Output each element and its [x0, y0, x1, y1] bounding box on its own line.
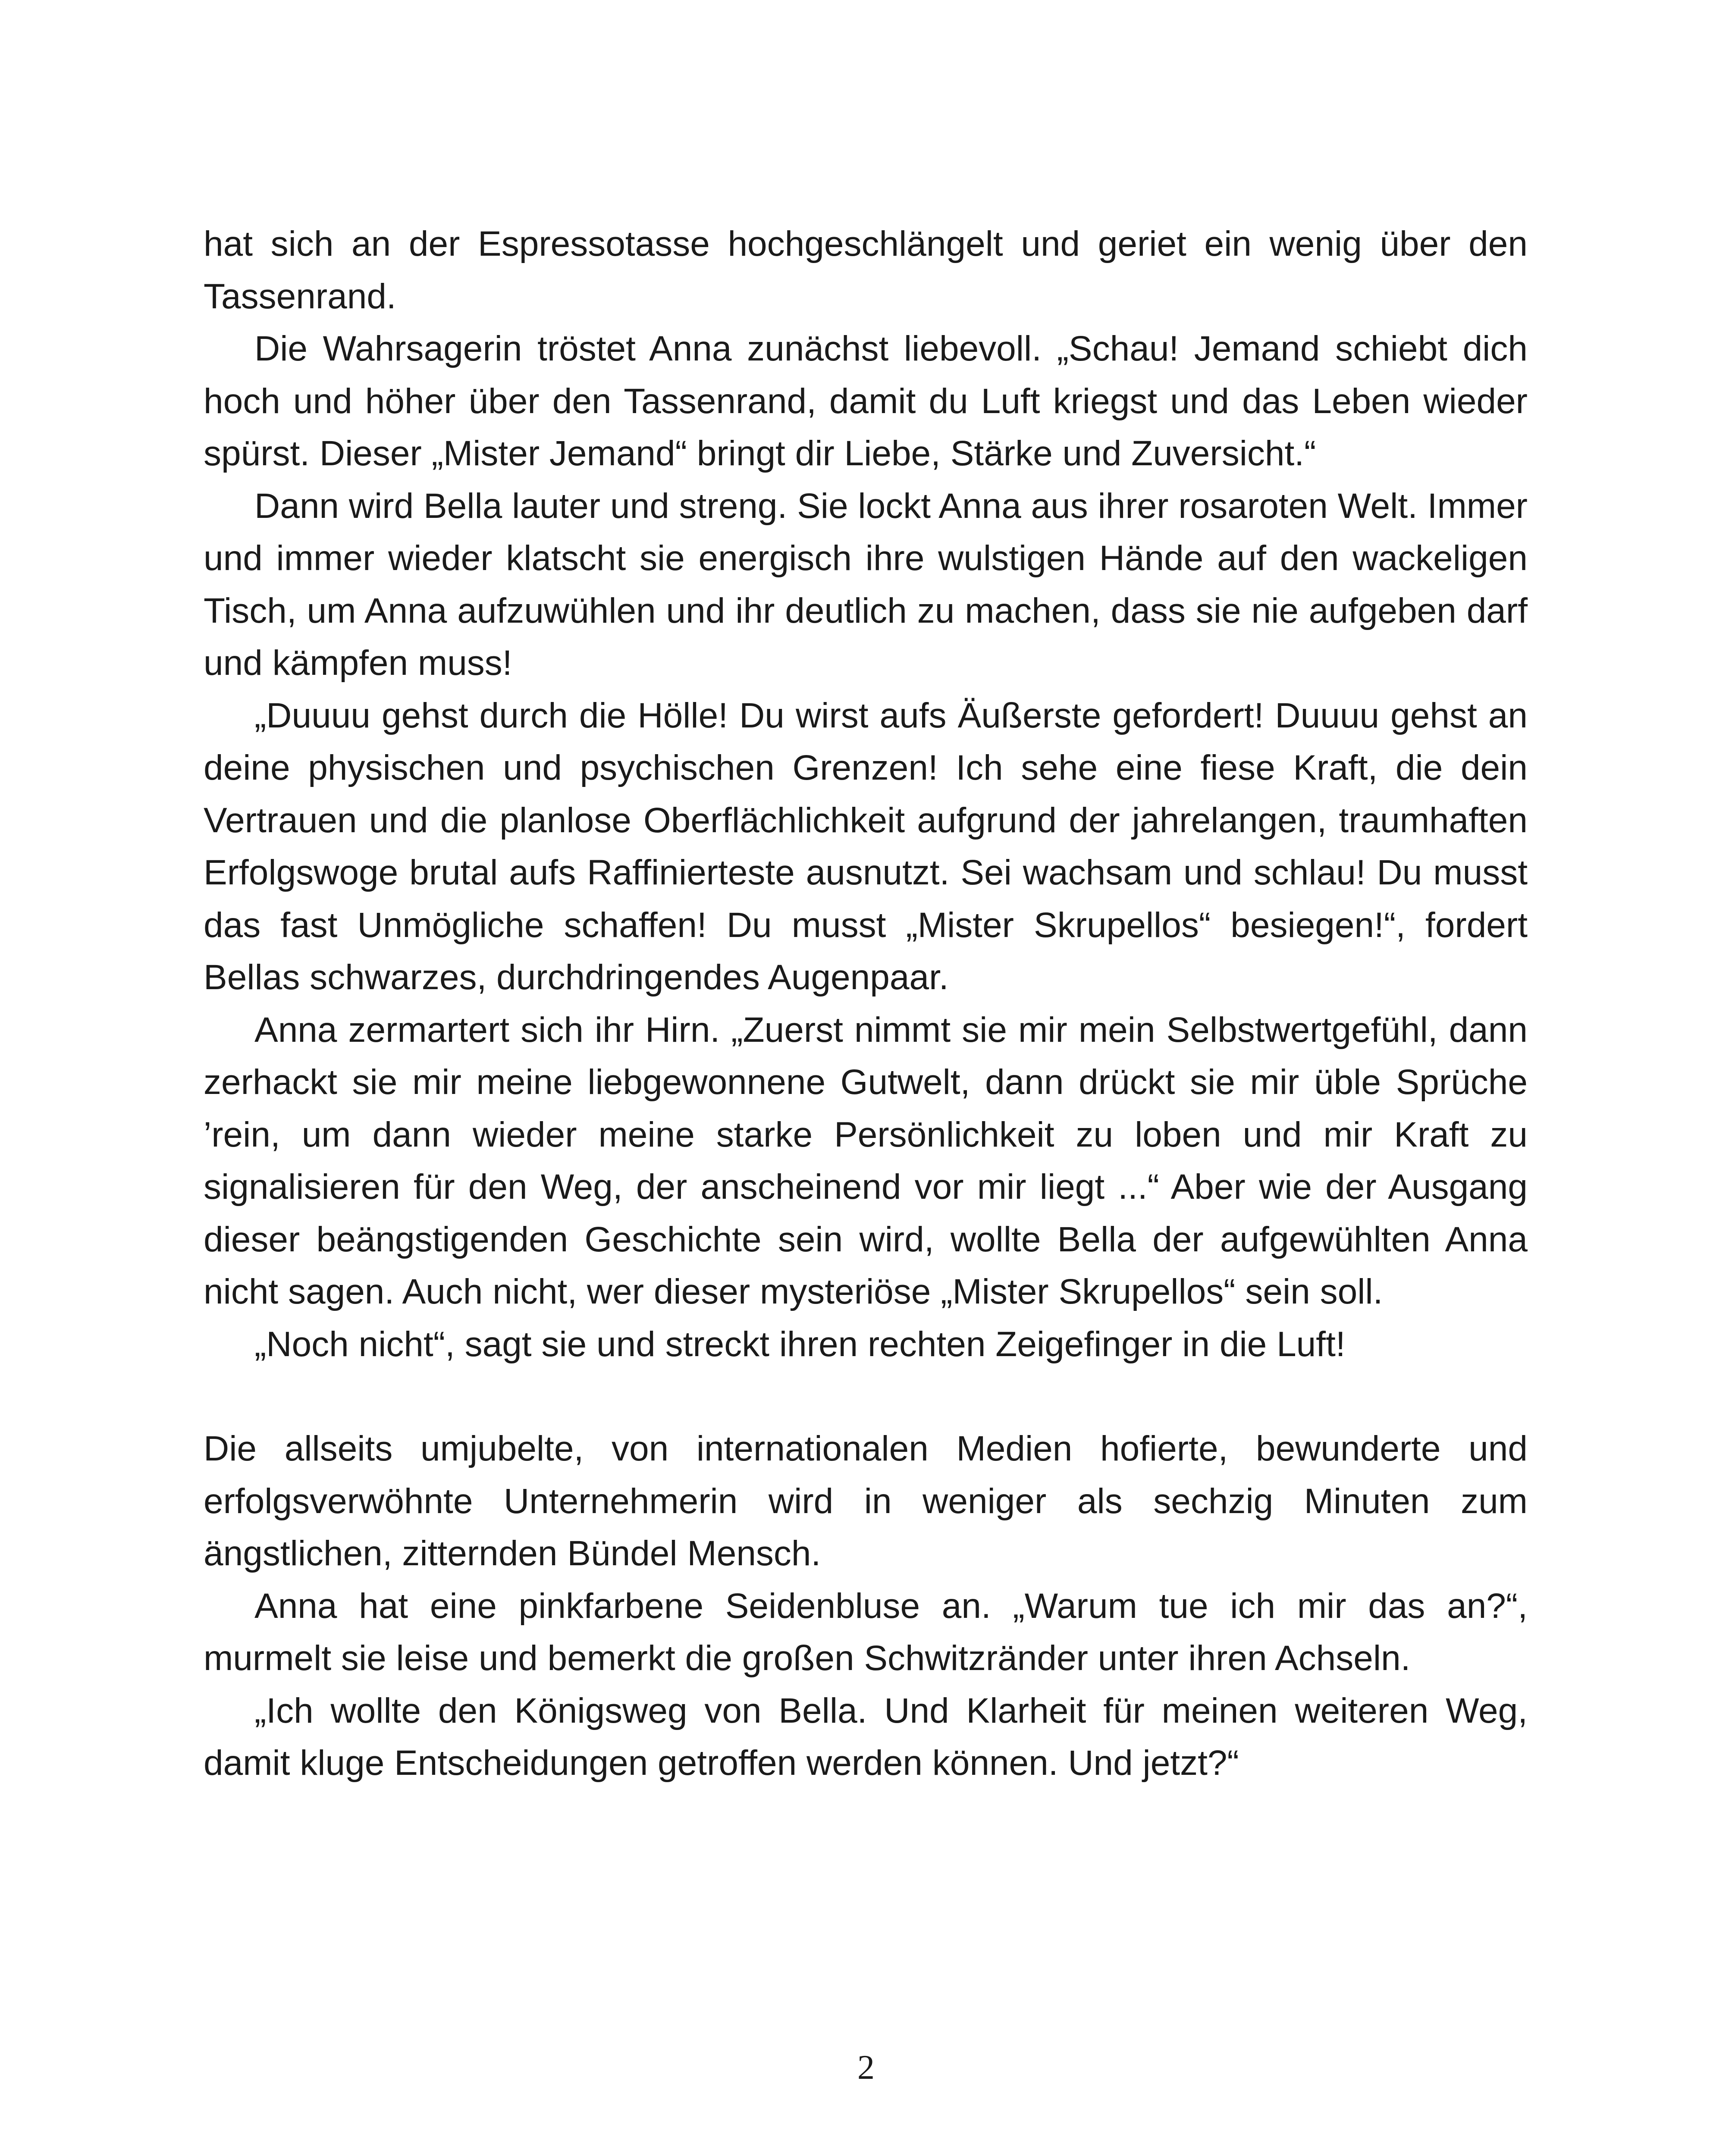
body-text — [204, 218, 1528, 1789]
paragraph: hat sich an der Espressotasse hochgeschlängelt und geriet ein wenig über den Tassenrand. — [204, 224, 1528, 316]
paragraph: „Noch nicht“, sagt sie und streckt ihren rechten Zeigefinger in die Luft! — [254, 1324, 1346, 1364]
paragraph: Die allseits umjubelte, von internationalen Medien hofierte, bewunderte und erfolgsverwöhnte Unternehmerin wird in weniger als sechzig Minuten zum ängstlichen, zitternden Bündel Mensch. — [204, 1429, 1528, 1573]
paragraph: Die Wahrsagerin tröstet Anna zunächst liebevoll. „Schau! Jemand schiebt dich hoch und höher über den Tassenrand, damit du Luft kriegst und das Leben wieder spürst. Dieser „Mister Jemand“ bringt dir Liebe, Stärke und Zuversicht.“ — [204, 329, 1528, 473]
paragraph: Anna zermartert sich ihr Hirn. „Zuerst nimmt sie mir mein Selbstwertgefühl, dann zerhackt sie mir meine liebgewonnene Gutwelt, dann drückt sie mir üble Sprüche ’rein, um dann wieder meine starke Persönlichkeit zu loben und mir Kraft zu signalisieren für den Weg, der anscheinend vor mir liegt ...“ Aber wie der Ausgang dieser beängstigenden Geschichte sein wird, wollte Bella der aufgewühlten Anna nicht sagen. Auch nicht, wer dieser mysteriöse „Mister Skrupellos“ sein soll. — [204, 1010, 1528, 1311]
page-number: 2 — [857, 2049, 875, 2087]
paragraph: Dann wird Bella lauter und streng. Sie lockt Anna aus ihrer rosaroten Welt. Immer und immer wieder klatscht sie energisch ihre wulstigen Hände auf den wackeligen Tisch, um Anna aufzuwühlen und ihr deutlich zu machen, dass sie nie aufgeben darf und kämpfen muss! — [204, 486, 1528, 683]
paragraph: „Duuuu gehst durch die Hölle! Du wirst aufs Äußerste gefordert! Duuuu gehst an deine physischen und psychischen Grenzen! Ich sehe eine fiese Kraft, die dein Vertrauen und die planlose Oberflächlichkeit aufgrund der jahrelangen, traumhaften Erfolgswoge brutal aufs Raffinierteste ausnutzt. Sei wachsam und schlau! Du musst das fast Unmögliche schaffen! Du musst „Mister Skrupellos“ besiegen!“, fordert Bellas schwarzes, durchdringendes Augenpaar. — [204, 696, 1528, 997]
paragraph: Anna hat eine pinkfarbene Seidenbluse an. „Warum tue ich mir das an?“, murmelt sie leise und bemerkt die großen Schwitzränder unter ihren Achseln. — [204, 1586, 1528, 1678]
paragraph: „Ich wollte den Königsweg von Bella. Und Klarheit für meinen weiteren Weg, damit kluge Entscheidungen getroffen werden können. Und jetzt?“ — [204, 1691, 1528, 1783]
